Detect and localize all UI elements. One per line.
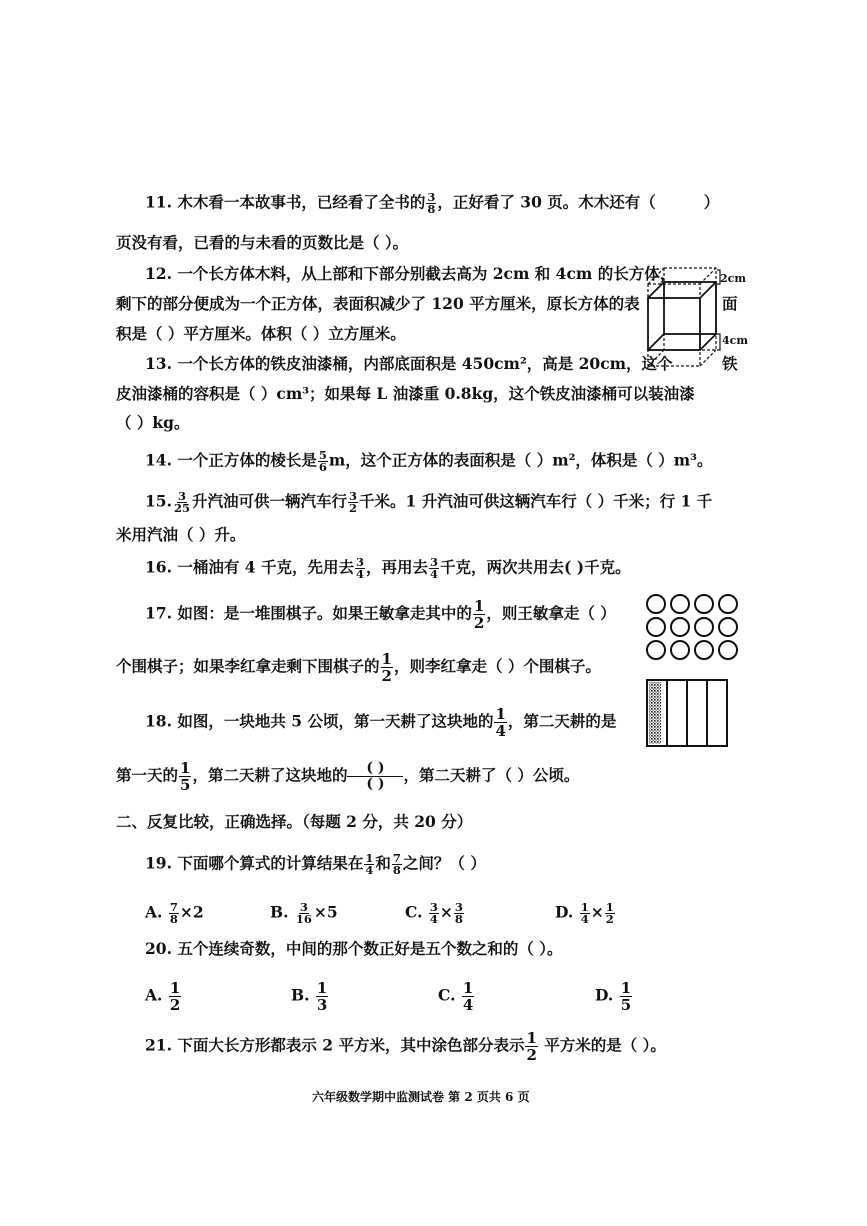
label-2cm: 2cm <box>720 272 746 285</box>
fraction: $\frac{3}{8}$ <box>454 900 463 926</box>
q12-line1: 12. 一个长方体木料，从上部和下部分别截去高为 2cm 和 4cm 的长方体， <box>145 264 676 283</box>
go-stone <box>646 594 666 614</box>
q13-line1: 13. 一个长方体的铁皮油漆桶，内部底面积是 450cm²，高是 20cm，这个 <box>145 354 673 373</box>
go-stone <box>694 640 714 660</box>
fraction: $\frac{3}{8}$ <box>427 190 436 216</box>
go-stone <box>646 617 666 637</box>
fraction: $\frac{3}{25}$ <box>173 489 190 515</box>
q21-line: 21. 下面大长方形都表示 2 平方米，其中涂色部分表示 $\frac{1}{2}$ 平方米的是（ ）。 <box>145 1029 666 1064</box>
q19-option-b[interactable]: B. $\frac{3}{16}$ ×5 <box>270 900 338 926</box>
q20-option-a[interactable]: A. $\frac{1}{2}$ <box>145 979 181 1014</box>
stray-char-1: 面 <box>722 294 738 313</box>
go-stone <box>718 617 738 637</box>
fraction: $\frac{5}{6}$ <box>318 448 327 474</box>
q15-line2: 米用汽油（ ）升。 <box>116 525 246 544</box>
fraction: $\frac{1}{4}$ <box>495 705 506 740</box>
fraction: $\frac{1}{3}$ <box>316 979 328 1014</box>
page-footer: 六年级数学期中监测试卷 第 2 页共 6 页 <box>312 1090 530 1104</box>
land-figure <box>645 678 729 748</box>
fraction: $\frac{3}{16}$ <box>295 900 312 926</box>
q19-line: 19. 下面哪个算式的计算结果在 $\frac{1}{4}$ 和 $\frac{7}{8}$ 之间？（ ） <box>145 851 486 877</box>
q20-option-b[interactable]: B. $\frac{1}{3}$ <box>291 979 328 1014</box>
fraction: $\frac{3}{2}$ <box>349 489 358 515</box>
go-stone <box>670 594 690 614</box>
fraction: $\frac{1}{2}$ <box>526 1029 537 1064</box>
go-stone <box>670 617 690 637</box>
q14-line: 14. 一个正方体的棱长是 $\frac{5}{6}$ m，这个正方体的表面积是（ ）m²，体积是（ ）m³。 <box>145 448 713 474</box>
fraction: $\frac{7}{8}$ <box>392 851 401 877</box>
fraction: $\frac{7}{8}$ <box>169 900 178 926</box>
go-stones-figure <box>646 594 746 664</box>
fraction: $\frac{1}{2}$ <box>473 597 485 632</box>
q18-line2: 第一天的 $\frac{1}{5}$ ，第二天耕了这块地的 ( ) ( ) ，第二天耕了（ ）公顷。 <box>116 759 580 794</box>
fraction: $\frac{3}{4}$ <box>429 555 438 581</box>
go-stone <box>694 617 714 637</box>
fraction: $\frac{1}{5}$ <box>180 759 191 794</box>
fraction: $\frac{1}{5}$ <box>620 979 632 1014</box>
q11-line1: 11. 木木看一本故事书，已经看了全书的 $\frac{3}{8}$ ，正好看了 30 页。木木还有（ ） <box>145 190 720 216</box>
go-stone <box>694 594 714 614</box>
q13-line2: 皮油漆桶的容积是（ ）cm³；如果每 L 油漆重 0.8kg，这个铁皮油漆桶可以装油漆 <box>116 384 695 403</box>
q12-line2: 剩下的部分便成为一个正方体，表面积减少了 120 平方厘米，原长方体的表 <box>116 294 640 313</box>
fraction: $\frac{3}{4}$ <box>429 900 438 926</box>
q16-line: 16. 一桶油有 4 千克，先用去 $\frac{3}{4}$ ，再用去 $\frac{3}{4}$ 千克，两次共用去( )千克。 <box>145 555 631 581</box>
q12-line3: 积是（ ）平方厘米。体积（ ）立方厘米。 <box>116 324 406 343</box>
fraction: $\frac{1}{2}$ <box>381 650 392 685</box>
go-stone <box>646 640 666 660</box>
fraction: $\frac{3}{4}$ <box>355 555 364 581</box>
q20-option-d[interactable]: D. $\frac{1}{5}$ <box>595 979 632 1014</box>
q18-line1: 18. 如图，一块地共 5 公顷，第一天耕了这块地的 $\frac{1}{4}$ ，第二天耕的是 <box>145 705 617 740</box>
go-stone <box>670 640 690 660</box>
q20-line: 20. 五个连续奇数，中间的那个数正好是五个数之和的（ ）。 <box>145 939 563 958</box>
q17-line1: 17. 如图：是一堆围棋子。如果王敏拿走其中的 $\frac{1}{2}$ ，则王敏拿走（ ） <box>145 597 616 632</box>
blank-fraction: ( ) ( ) <box>347 761 403 792</box>
go-stone <box>718 640 738 660</box>
q19-option-a[interactable]: A. $\frac{7}{8}$ ×2 <box>145 900 204 926</box>
go-stone <box>718 594 738 614</box>
label-4cm: 4cm <box>722 334 748 347</box>
q13-line3: （ ）kg。 <box>116 413 190 432</box>
fraction: $\frac{1}{4}$ <box>365 851 374 877</box>
q17-line2: 个围棋子；如果李红拿走剩下围棋子的 $\frac{1}{2}$ ，则李红拿走（ ）个围棋子。 <box>116 650 601 685</box>
q15-line1: 15. $\frac{3}{25}$ 升汽油可供一辆汽车行 $\frac{3}{2}$ 千米。1 升汽油可供这辆汽车行（ ）千米；行 1 千 <box>145 489 713 515</box>
fraction: $\frac{1}{2}$ <box>605 900 614 926</box>
section-2-heading: 二、反复比较，正确选择。（每题 2 分，共 20 分） <box>116 812 473 831</box>
stray-char-2: 铁 <box>722 354 738 373</box>
q19-option-c[interactable]: C. $\frac{3}{4}$ × $\frac{3}{8}$ <box>405 900 463 926</box>
fraction: $\frac{1}{4}$ <box>580 900 589 926</box>
q20-option-c[interactable]: C. $\frac{1}{4}$ <box>438 979 474 1014</box>
q19-option-d[interactable]: D. $\frac{1}{4}$ × $\frac{1}{2}$ <box>555 900 614 926</box>
fraction: $\frac{1}{2}$ <box>169 979 181 1014</box>
fraction: $\frac{1}{4}$ <box>462 979 474 1014</box>
q11-line2: 页没有看，已看的与未看的页数比是（ ）。 <box>116 233 409 252</box>
